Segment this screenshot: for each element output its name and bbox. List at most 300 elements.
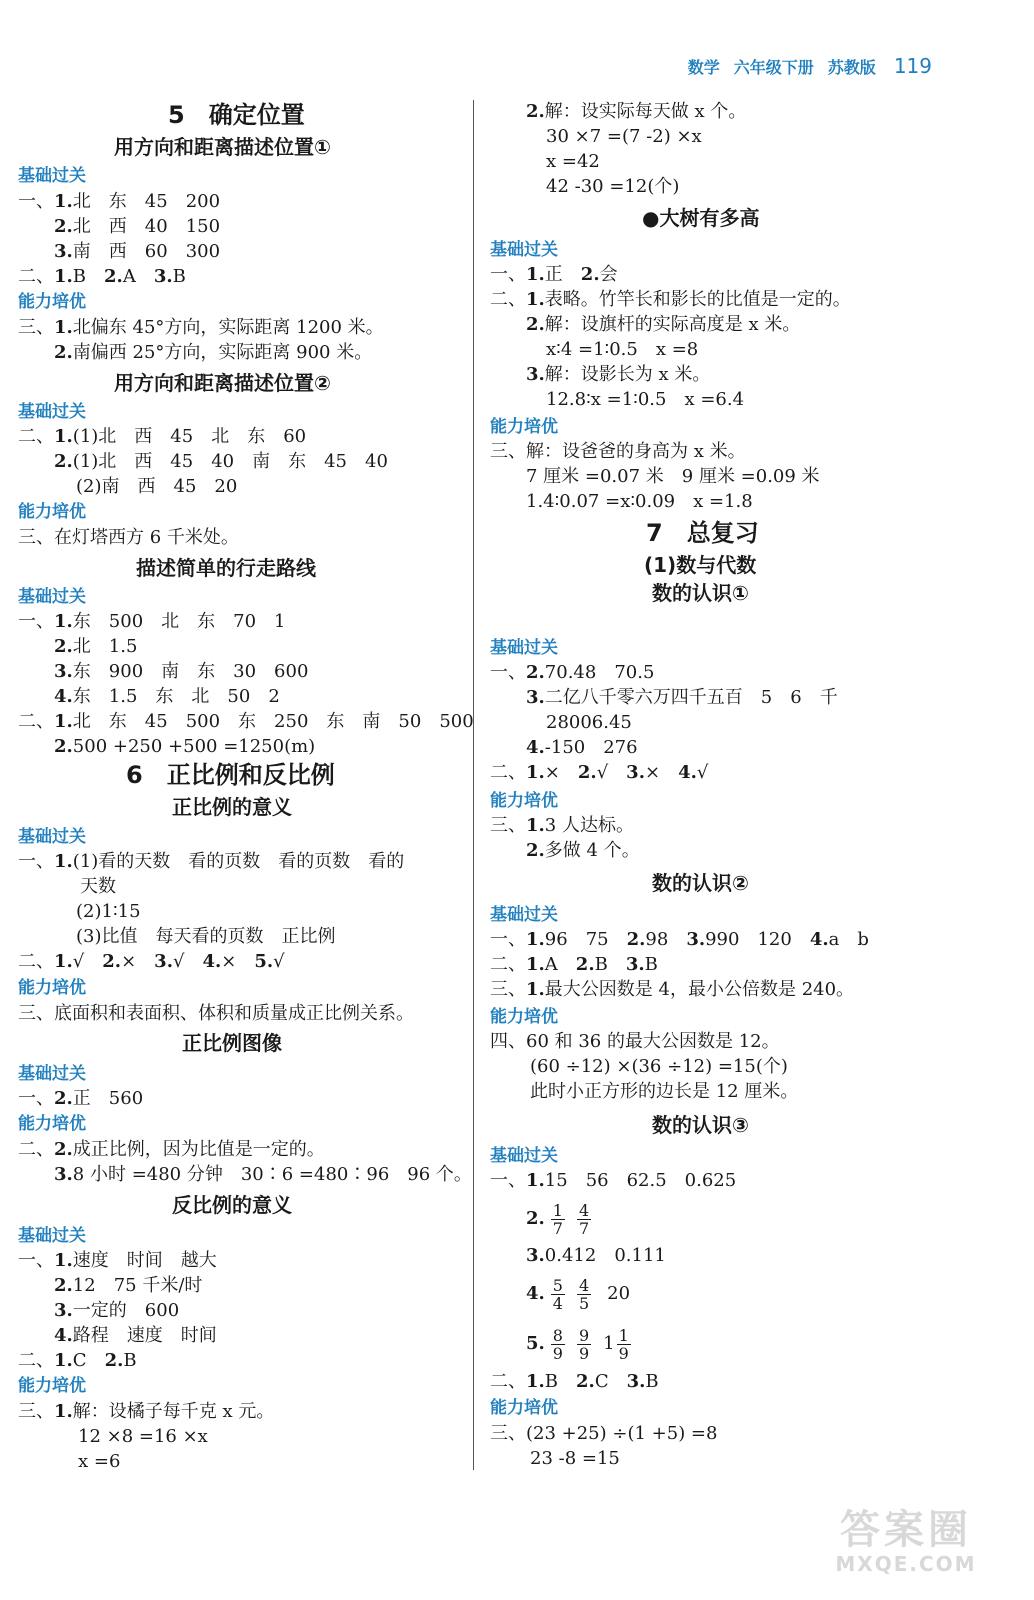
answer-line — [526, 686, 838, 710]
numerator: 5 — [552, 1275, 563, 1295]
answer-text: -150 276 — [544, 737, 638, 758]
answer-line — [530, 1080, 798, 1104]
subsection-label: 能力培优 — [490, 1007, 558, 1027]
answer-line — [526, 363, 710, 387]
question-number: 1. — [526, 289, 545, 310]
question-number: 1. — [526, 1371, 545, 1392]
fraction — [551, 1202, 565, 1237]
section-title: 用方向和距离描述位置① — [114, 135, 331, 159]
answer-text: x =42 — [546, 151, 600, 172]
answer-line — [18, 1349, 137, 1373]
section-title: 正比例图像 — [182, 1031, 282, 1055]
answer-text: 东 900 南 东 30 600 — [72, 661, 309, 682]
question-number: 2. — [526, 314, 545, 335]
answer-text: 98 — [645, 929, 687, 950]
question-number: 2. — [54, 342, 73, 363]
answer-line — [526, 465, 820, 489]
answer-text: 15 56 62.5 0.625 — [544, 1170, 737, 1191]
answer-line — [526, 313, 800, 337]
section-title: 用方向和距离描述位置② — [114, 371, 331, 395]
answer-text: (1)看的天数 看的页数 看的页数 看的 — [72, 851, 405, 872]
answer-text: 北 东 45 200 — [72, 191, 221, 212]
answer-line — [490, 928, 869, 952]
question-number: 2. — [526, 1208, 545, 1229]
question-group-label: 二、 — [490, 289, 526, 310]
question-group-label: 二、 — [490, 1371, 526, 1392]
answer-text: 此时小正方形的边长是 12 厘米。 — [530, 1081, 799, 1102]
answer-text: (60 ÷12) ×(36 ÷12) =15(个) — [530, 1056, 788, 1077]
answer-line — [18, 1138, 325, 1162]
answer-text: 多做 4 个。 — [544, 840, 640, 861]
answer-text: 990 120 — [705, 929, 810, 950]
question-number: 2. — [54, 451, 73, 472]
answer-text: 南 西 60 300 — [72, 241, 221, 262]
answer-text: B — [644, 954, 658, 975]
question-group-label: 一、 — [490, 264, 526, 285]
denominator: 7 — [578, 1218, 590, 1238]
answer-line — [546, 125, 702, 149]
answer-line — [526, 490, 753, 514]
question-number: 1. — [54, 1350, 73, 1371]
question-group-label: 一、 — [490, 929, 526, 950]
answer-text: 速度 时间 越大 — [72, 1250, 217, 1271]
question-number: 4. — [526, 1283, 545, 1304]
numerator: 9 — [578, 1325, 590, 1345]
answer-line — [526, 1322, 637, 1366]
answer-text: 30 ×7 =(7 -2) ×x — [546, 126, 702, 147]
question-number: 2. — [102, 951, 122, 972]
whole-number: 1 — [603, 1333, 615, 1354]
question-group-label: 三、 — [490, 1423, 526, 1444]
answer-line — [54, 685, 280, 709]
answer-text: 正 — [544, 264, 581, 285]
question-number: 1. — [526, 762, 545, 783]
answer-line — [54, 660, 308, 684]
answer-line — [490, 953, 658, 977]
question-number: 3. — [626, 1371, 646, 1392]
fraction — [577, 1277, 591, 1312]
answer-text: × — [544, 762, 578, 783]
denominator: 7 — [552, 1218, 563, 1238]
answer-line — [526, 839, 640, 863]
question-group-label: 一、 — [18, 851, 54, 872]
question-group-label: 二、 — [18, 1350, 54, 1371]
subsection-label: 基础过关 — [18, 402, 86, 422]
answer-text: 12 ×8 =16 ×x — [78, 1426, 208, 1447]
question-number: 1. — [54, 1401, 73, 1422]
denominator: 5 — [578, 1293, 590, 1313]
question-number: 3. — [526, 687, 545, 708]
answer-line — [490, 814, 634, 838]
question-number: 2. — [526, 840, 545, 861]
numerator: 1 — [552, 1200, 563, 1220]
answer-line — [54, 341, 372, 365]
denominator: 9 — [552, 1343, 563, 1363]
question-number: 4. — [54, 1325, 73, 1346]
answer-text: 7 厘米 =0.07 米 9 厘米 =0.09 米 — [526, 466, 820, 487]
answer-text: 北 1.5 — [72, 636, 138, 657]
question-group-label: 二、 — [490, 762, 526, 783]
question-number: 2. — [54, 636, 73, 657]
answer-text: 天数 — [80, 876, 116, 897]
answer-text: 北 东 45 500 东 250 东 南 50 500 — [72, 711, 474, 732]
answer-text: (3)比值 每天看的页数 正比例 — [76, 926, 336, 947]
question-number: 2. — [526, 662, 545, 683]
answer-text: 成正比例，因为比值是一定的。 — [72, 1139, 325, 1160]
question-number: 1. — [54, 851, 73, 872]
question-group-label: 一、 — [18, 1088, 54, 1109]
subsection-label: 能力培优 — [18, 1376, 86, 1396]
answer-text: 1.4∶0.07 =x∶0.09 x =1.8 — [526, 491, 753, 512]
answer-text: A — [122, 266, 154, 287]
answer-line — [18, 1400, 274, 1424]
answer-text: √ — [696, 762, 709, 783]
question-number: 1. — [526, 1170, 545, 1191]
numerator: 4 — [578, 1200, 590, 1220]
subject-label: 数学 — [687, 58, 720, 77]
question-number: 1. — [526, 264, 545, 285]
answer-text: B — [645, 1371, 659, 1392]
answer-text: 解：设爸爸的身高为 x 米。 — [526, 441, 746, 462]
question-number: 2. — [54, 216, 73, 237]
question-number: 1. — [526, 929, 545, 950]
answer-text: 70.48 70.5 — [544, 662, 655, 683]
question-number: 3. — [54, 661, 73, 682]
answer-line — [80, 875, 116, 899]
subsection-label: 基础过关 — [490, 905, 558, 925]
question-number: 3. — [54, 1164, 73, 1185]
answer-text: 42 -30 =12(个) — [546, 176, 680, 197]
answer-text: 12.8∶x =1∶0.5 x =6.4 — [546, 389, 745, 410]
section-title: ●大树有多高 — [642, 206, 760, 230]
answer-line — [54, 450, 388, 474]
subsection-label: 基础过关 — [18, 1226, 86, 1246]
answer-line — [18, 1249, 217, 1273]
answer-text: 96 75 — [544, 929, 627, 950]
question-number: 2. — [54, 1275, 73, 1296]
answer-line — [78, 1450, 120, 1474]
section-title: 数的认识③ — [652, 1113, 749, 1137]
answer-line — [78, 1425, 208, 1449]
answer-text: 正 560 — [72, 1088, 144, 1109]
answer-line — [54, 635, 137, 659]
answer-line — [490, 761, 708, 785]
question-number: 2. — [54, 1139, 73, 1160]
question-number: 1. — [526, 815, 545, 836]
subsection-label: 能力培优 — [18, 978, 86, 998]
question-number: 1. — [54, 191, 73, 212]
answer-text: 8 小时 =480 分钟 30∶6 =480∶96 96 个。 — [72, 1164, 472, 1185]
section-title: 描述简单的行走路线 — [136, 556, 316, 580]
answer-text: 二亿八千零六万四千五百 5 6 千 — [544, 687, 838, 708]
answer-text: x =6 — [78, 1451, 121, 1472]
subsection-label: 基础过关 — [490, 638, 558, 658]
subsection-label: 能力培优 — [18, 292, 86, 312]
answer-text: (2)1∶15 — [76, 901, 141, 922]
answer-line — [526, 1272, 630, 1316]
answer-line — [490, 288, 851, 312]
question-group-label: 二、 — [18, 711, 54, 732]
answer-text: 东 500 北 东 70 1 — [72, 611, 286, 632]
answer-text: 南偏西 25°方向，实际距离 900 米。 — [72, 342, 373, 363]
answer-line — [18, 190, 220, 214]
edition-label: 苏教版 — [827, 58, 876, 77]
question-number: 3. — [153, 266, 173, 287]
question-number: 3. — [626, 762, 645, 783]
question-number: 2. — [626, 929, 646, 950]
question-number: 1. — [54, 266, 73, 287]
fraction — [551, 1277, 565, 1312]
answer-line — [18, 265, 186, 289]
answer-text: √ — [596, 762, 627, 783]
question-number: 4. — [202, 951, 222, 972]
answer-text: 500 +250 +500 =1250(m) — [72, 736, 316, 757]
answer-line — [54, 1163, 472, 1187]
denominator: 9 — [578, 1343, 590, 1363]
answer-line — [76, 475, 237, 499]
question-group-label: 二、 — [18, 426, 54, 447]
question-number: 4. — [526, 737, 545, 758]
answer-line — [490, 1370, 659, 1394]
question-group-label: 二、 — [490, 954, 526, 975]
subsection-label: 基础过关 — [490, 1146, 558, 1166]
page-header — [688, 54, 932, 82]
answer-line — [18, 950, 285, 974]
question-number: 1. — [54, 711, 73, 732]
watermark-text: 答案圈 — [840, 1507, 972, 1553]
answer-line — [18, 710, 474, 734]
subsection-label: 能力培优 — [490, 1398, 558, 1418]
fraction — [617, 1327, 631, 1362]
question-number: 2. — [54, 736, 73, 757]
question-group-label: 二、 — [18, 951, 54, 972]
question-group-label: 一、 — [18, 1250, 54, 1271]
question-number: 1. — [54, 1250, 73, 1271]
answer-line — [18, 1087, 143, 1111]
answer-line — [526, 1244, 666, 1268]
question-number: 1. — [54, 317, 73, 338]
answer-text: 一定的 600 — [72, 1300, 180, 1321]
question-number: 2. — [580, 264, 600, 285]
answer-line — [18, 610, 286, 634]
question-number: 2. — [577, 762, 597, 783]
answer-line — [530, 1447, 620, 1471]
chapter-title: 6 正比例和反比例 — [126, 761, 335, 789]
answer-text: √ — [72, 951, 103, 972]
question-group-label: 三、 — [18, 317, 54, 338]
answer-line — [526, 100, 746, 124]
answer-line — [546, 175, 679, 199]
fraction — [577, 1327, 591, 1362]
question-number: 3. — [686, 929, 706, 950]
numerator: 1 — [618, 1325, 629, 1345]
answer-text: C — [72, 1350, 105, 1371]
answer-line — [490, 1422, 717, 1446]
answer-line — [18, 526, 239, 550]
answer-line — [490, 1169, 736, 1193]
chapter-title: 5 确定位置 — [168, 101, 305, 129]
question-group-label: 一、 — [18, 611, 54, 632]
answer-text: 解：设影长为 x 米。 — [544, 364, 711, 385]
question-group-label: 三、 — [490, 815, 526, 836]
answer-line — [18, 1002, 414, 1026]
answer-text: A — [544, 954, 576, 975]
answer-line — [526, 736, 638, 760]
answer-text: × — [644, 762, 679, 783]
answer-text: 底面积和表面积、体积和质量成正比例关系。 — [54, 1003, 414, 1024]
answer-text: 解：设实际每天做 x 个。 — [544, 101, 747, 122]
subsection-label: 基础过关 — [18, 166, 86, 186]
answer-line — [526, 1197, 597, 1241]
question-number: 5. — [254, 951, 274, 972]
question-group-label: 一、 — [18, 191, 54, 212]
question-number: 1. — [526, 979, 545, 1000]
answer-text: B — [72, 266, 105, 287]
subsection-label: 能力培优 — [18, 1114, 86, 1134]
answer-line — [76, 900, 141, 924]
question-group-label: 三、 — [490, 441, 526, 462]
answer-line — [18, 316, 384, 340]
answer-line — [54, 240, 220, 264]
question-group-label: 一、 — [490, 662, 526, 683]
answer-text: 12 75 千米/时 — [72, 1275, 203, 1296]
question-number: 3. — [526, 1245, 545, 1266]
question-number: 2. — [54, 1088, 73, 1109]
answer-text: × — [121, 951, 155, 972]
answer-line — [546, 388, 744, 412]
answer-line — [530, 1055, 788, 1079]
answer-text: 在灯塔西方 6 千米处。 — [54, 527, 239, 548]
answer-line — [490, 263, 618, 287]
question-number: 3. — [154, 951, 173, 972]
answer-line — [546, 338, 698, 362]
question-number: 2. — [526, 101, 545, 122]
numerator: 4 — [578, 1275, 590, 1295]
watermark-url: MXQE.COM — [835, 1552, 977, 1576]
answer-text: 东 1.5 东 北 50 2 — [72, 686, 280, 707]
answer-text: B — [594, 954, 626, 975]
question-number: 3. — [54, 1300, 73, 1321]
section-title: 数的认识① — [652, 581, 749, 605]
section-title: 正比例的意义 — [172, 795, 292, 819]
answer-text: x∶4 =1∶0.5 x =8 — [546, 339, 699, 360]
question-group-label: 二、 — [18, 266, 54, 287]
answer-text: 北 西 40 150 — [72, 216, 221, 237]
answer-line — [54, 735, 315, 759]
answer-text: 最大公因数是 4，最小公倍数是 240。 — [544, 979, 855, 1000]
section-title: 数的认识② — [652, 871, 749, 895]
section-title: 反比例的意义 — [172, 1193, 292, 1217]
section-title: (1)数与代数 — [644, 553, 757, 577]
answer-line — [546, 150, 600, 174]
answer-line — [18, 425, 306, 449]
answer-text: 表略。竹竿长和影长的比值是一定的。 — [544, 289, 851, 310]
column-divider — [473, 100, 474, 1470]
answer-line — [490, 661, 654, 685]
answer-line — [54, 215, 220, 239]
answer-line — [54, 1324, 217, 1348]
answer-text: 解：设旗杆的实际高度是 x 米。 — [544, 314, 801, 335]
answer-line — [54, 1299, 179, 1323]
subsection-label: 能力培优 — [18, 502, 86, 522]
answer-text: 北偏东 45°方向，实际距离 1200 米。 — [72, 317, 384, 338]
answer-line — [18, 850, 404, 874]
question-number: 1. — [54, 426, 73, 447]
question-number: 3. — [54, 241, 73, 262]
answer-text: (2)南 西 45 20 — [76, 476, 238, 497]
question-number: 2. — [104, 266, 123, 287]
fraction — [551, 1327, 565, 1362]
answer-text: B — [172, 266, 186, 287]
question-number: 5. — [526, 1333, 545, 1354]
answer-text: C — [594, 1371, 627, 1392]
answer-text: × — [221, 951, 255, 972]
answer-line — [54, 1274, 202, 1298]
question-number: 4. — [678, 762, 697, 783]
answer-text: (23 +25) ÷(1 +5) =8 — [526, 1423, 718, 1444]
answer-text: 3 人达标。 — [544, 815, 634, 836]
numerator: 8 — [552, 1325, 563, 1345]
answer-line — [76, 925, 336, 949]
question-group-label: 三、 — [18, 527, 54, 548]
question-number: 1. — [54, 951, 73, 972]
question-group-label: 三、 — [490, 979, 526, 1000]
watermark-logo — [806, 1508, 1006, 1588]
answer-text: 23 -8 =15 — [530, 1448, 620, 1469]
subsection-label: 能力培优 — [490, 417, 558, 437]
answer-text: a b — [828, 929, 869, 950]
question-number: 2. — [104, 1350, 124, 1371]
answer-text: √ — [172, 951, 203, 972]
question-number: 3. — [625, 954, 645, 975]
question-number: 4. — [809, 929, 829, 950]
answer-text: B — [123, 1350, 137, 1371]
question-number: 3. — [526, 364, 545, 385]
question-number: 1. — [54, 611, 73, 632]
question-number: 2. — [576, 1371, 595, 1392]
subsection-label: 基础过关 — [18, 827, 86, 847]
subsection-label: 基础过关 — [490, 240, 558, 260]
fraction — [577, 1202, 591, 1237]
question-group-label: 三、 — [18, 1401, 54, 1422]
question-number: 1. — [526, 954, 545, 975]
answer-text: 路程 速度 时间 — [72, 1325, 217, 1346]
subsection-label: 基础过关 — [18, 1064, 86, 1084]
answer-line — [546, 711, 632, 735]
answer-text: 会 — [599, 264, 618, 285]
page-number: 119 — [893, 54, 932, 78]
subsection-label: 能力培优 — [490, 791, 558, 811]
denominator: 9 — [618, 1343, 629, 1363]
question-group-label: 四、 — [490, 1031, 526, 1052]
question-number: 4. — [54, 686, 73, 707]
answer-line — [490, 1030, 780, 1054]
subsection-label: 基础过关 — [18, 587, 86, 607]
answer-text: (1)北 西 45 40 南 东 45 40 — [72, 451, 388, 472]
answer-text: (1)北 西 45 北 东 60 — [72, 426, 307, 447]
answer-text: 60 和 36 的最大公因数是 12。 — [526, 1031, 780, 1052]
chapter-title: 7 总复习 — [646, 519, 759, 547]
answer-text: 0.412 0.111 — [544, 1245, 666, 1266]
answer-text: 28006.45 — [546, 712, 632, 733]
question-group-label: 一、 — [490, 1170, 526, 1191]
answer-text: 20 — [607, 1283, 631, 1304]
answer-text: B — [544, 1371, 577, 1392]
answer-line — [490, 978, 854, 1002]
question-group-label: 三、 — [18, 1003, 54, 1024]
question-number: 2. — [575, 954, 595, 975]
question-group-label: 二、 — [18, 1139, 54, 1160]
